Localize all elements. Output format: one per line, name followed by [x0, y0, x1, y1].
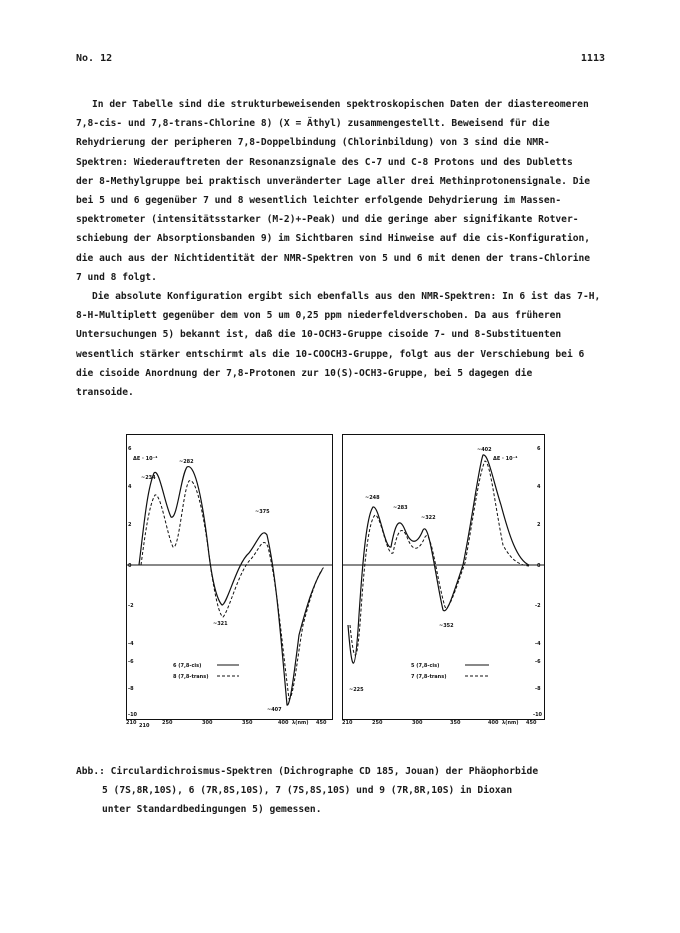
caption-text: Circulardichroismus-Spektren (Dichrographe CD 185, Jouan) der Phäophorbide	[110, 766, 539, 777]
x-tick-label: 350	[242, 720, 253, 726]
legend-label: 6 (7,8-cis)	[173, 663, 202, 669]
y-tick-label: 6	[537, 446, 541, 452]
peak-label: ~225	[349, 687, 364, 693]
paragraph-line: bei 5 und 6 gegenüber 7 und 8 wesentlich leichter erfolgende Dehydrierung im Massen-	[76, 195, 562, 207]
x-tick-label: 250	[162, 720, 173, 726]
page-journal-number: No. 12	[76, 53, 113, 64]
figure-caption	[76, 762, 616, 819]
paragraph-line: die cisoide Anordnung der 7,8-Protonen zur 10(S)-OCH3-Gruppe, bei 5 dagegen die	[76, 367, 533, 379]
y-tick-label: -4	[128, 641, 134, 647]
paragraph-line: der 8-Methylgruppe bei praktisch unveränderter Lage aller drei Methinprotonensignale. Die	[76, 175, 591, 187]
cd-spectrum-right-svg	[343, 435, 544, 719]
peak-label: ~282	[179, 459, 194, 465]
y-tick-label: -2	[128, 603, 134, 609]
x-tick-label: 210	[342, 720, 353, 726]
paragraph-line: wesentlich stärker entschirmt als die 10-COOCH3-Gruppe, folgt aus der Verschiebung bei 6	[76, 348, 585, 360]
paragraph-line: In der Tabelle sind die strukturbeweisenden spektroskopischen Daten der diastereomeren	[92, 99, 589, 110]
cd-curve-cis	[348, 455, 529, 663]
x-unit-label: λ(nm)	[292, 720, 309, 726]
paragraph-line: Die absolute Konfiguration ergibt sich ebenfalls aus den NMR-Spektren: In 6 ist das 7-H,	[92, 291, 601, 302]
paragraph-line: schiebung der Absorptionsbanden 9) im Sichtbaren sind Hinweise auf die cis-Konfiguration,	[76, 233, 591, 245]
peak-label: ~248	[365, 495, 380, 501]
peak-label: ~407	[267, 707, 282, 713]
y-tick-label: 2	[128, 522, 132, 528]
legend-label: 7 (7,8-trans)	[411, 674, 447, 680]
peak-label: ~283	[393, 505, 408, 511]
paragraph-line: spektrometer (intensitätsstarker (M-2)+-Peak) und die geringe aber signifikante Rotver-	[76, 214, 579, 226]
y-tick-label: -2	[535, 603, 541, 609]
x-tick-label: 210	[126, 720, 137, 726]
x-tick-label: 450	[316, 720, 327, 726]
paragraph-line: 7 und 8 folgt.	[76, 271, 157, 283]
x-tick-label: 450	[526, 720, 537, 726]
cd-spectrum-panel-right	[342, 434, 545, 720]
x-tick-label: 250	[372, 720, 383, 726]
x-unit-label: λ(nm)	[502, 720, 519, 726]
y-tick-label: 0	[128, 563, 132, 569]
x-tick-label: 210	[139, 723, 150, 729]
y-tick-label: -6	[535, 659, 541, 665]
caption-line	[76, 762, 616, 781]
y-tick-label: -10	[128, 712, 138, 718]
paragraph-1	[76, 95, 613, 287]
caption-line: unter Standardbedingungen 5) gemessen.	[102, 804, 322, 815]
x-tick-label: 350	[450, 720, 461, 726]
peak-label: ~321	[213, 621, 228, 627]
y-tick-label: 2	[537, 522, 541, 528]
y-tick-label: 4	[537, 484, 541, 490]
paragraph-line: 7,8-cis- und 7,8-trans-Chlorine 8) (X = Äthyl) zusammengestellt. Beweisend für die	[76, 118, 550, 130]
peak-label: ~402	[477, 447, 492, 453]
paragraph-2	[76, 287, 613, 402]
x-tick-label: 300	[202, 720, 213, 726]
y-axis-unit: ΔΕ · 10⁻⁴	[493, 456, 518, 462]
y-tick-label: -8	[128, 686, 134, 692]
y-tick-label: 4	[128, 484, 132, 490]
paragraph-line: 8-H-Multiplett gegenüber dem von 5 um 0,25 ppm niederfeldverschoben. Da aus früheren	[76, 310, 562, 322]
legend-label: 8 (7,8-trans)	[173, 674, 209, 680]
x-tick-label: 300	[412, 720, 423, 726]
y-tick-label: -8	[535, 686, 541, 692]
x-tick-label: 400	[488, 720, 499, 726]
caption-line: 5 (7S,8R,10S), 6 (7R,8S,10S), 7 (7S,8S,10S) und 9 (7R,8R,10S) in Dioxan	[102, 785, 513, 796]
y-tick-label: 6	[128, 446, 132, 452]
peak-label: ~352	[439, 623, 454, 629]
y-tick-label: -6	[128, 659, 134, 665]
paragraph-line: Spektren: Wiederauftreten der Resonanzsignale des C-7 und C-8 Protons und des Dubletts	[76, 156, 573, 168]
cd-curve-cis	[139, 467, 322, 706]
y-tick-label: -4	[535, 641, 541, 647]
paragraph-line: transoide.	[76, 387, 134, 399]
paragraph-line: Untersuchungen 5) bekannt ist, daß die 10-OCH3-Gruppe cisoide 7- und 8-Substituenten	[76, 329, 562, 341]
paragraph-line: Rehydrierung der peripheren 7,8-Doppelbindung (Chlorinbildung) von 3 sind die NMR-	[76, 137, 550, 149]
legend-label: 5 (7,8-cis)	[411, 663, 440, 669]
paragraph-line: die auch aus der Nichtidentität der NMR-Spektren von 5 und 6 mit denen der trans-Chlorine	[76, 252, 591, 264]
y-axis-unit: ΔΕ · 10⁻⁴	[133, 456, 158, 462]
page-number: 1113	[580, 53, 605, 64]
peak-label: ~322	[421, 515, 436, 521]
y-tick-label: -10	[533, 712, 543, 718]
cd-curve-trans	[141, 481, 324, 699]
y-tick-label: 0	[537, 563, 541, 569]
peak-label: ~234	[141, 475, 156, 481]
x-tick-label: 400	[278, 720, 289, 726]
peak-label: ~375	[255, 509, 270, 515]
caption-prefix: Abb.:	[76, 766, 105, 777]
